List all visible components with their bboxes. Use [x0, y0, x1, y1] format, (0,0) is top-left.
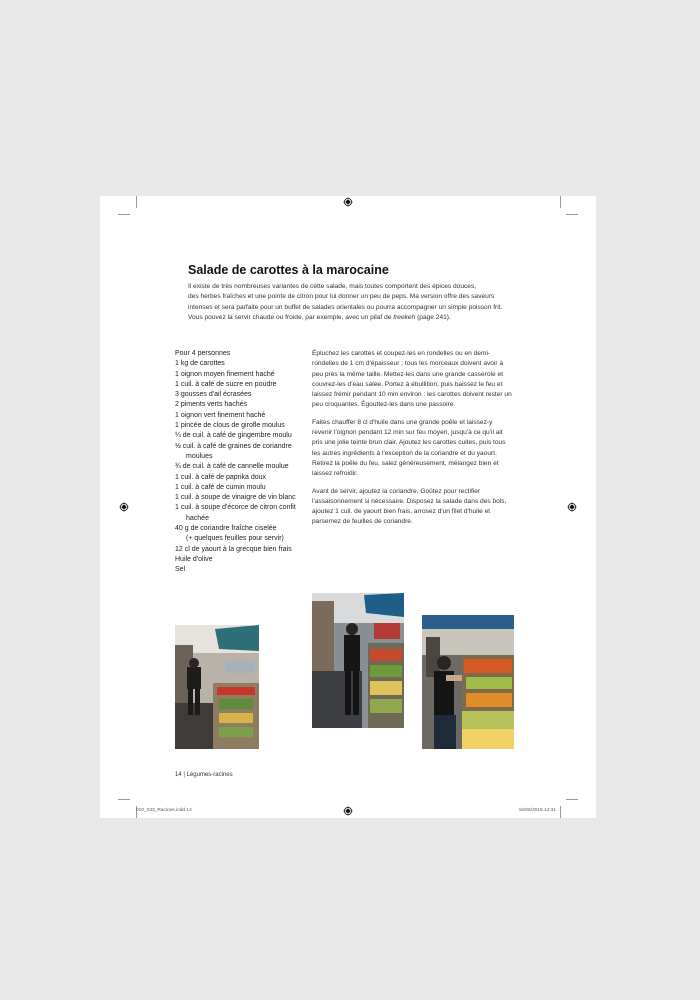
intro-line: Il existe de très nombreuses variantes de cette salade, mais toutes comportent des épices douces,	[188, 283, 477, 290]
ingredient-item: 1 cuil. à soupe de vinaigre de vin blanc	[175, 494, 296, 502]
registration-mark-right	[567, 502, 577, 512]
crop-mark-bottom-right-v	[560, 806, 561, 818]
ingredient-item: 1 cuil. à soupe d'écorce de citron confit	[175, 504, 296, 512]
ingredient-item: 3 gousses d'ail écrasées	[175, 391, 252, 399]
crop-mark-top-right-v	[560, 196, 561, 208]
registration-mark-top	[343, 197, 353, 207]
page-folio	[175, 772, 233, 778]
recipe-method	[312, 349, 512, 535]
folio-separator: |	[181, 772, 187, 778]
crop-mark-top-left-v	[136, 196, 137, 208]
ingredient-item: 1 pincée de clous de girofle moulus	[175, 422, 285, 430]
intro-line: des herbes fraîches et une pointe de citron pour lui donner un peu de peps. Ma version offre des saveurs	[188, 293, 495, 301]
intro-tail: (page 241).	[415, 313, 451, 321]
ingredient-item: 1 oignon moyen finement haché	[175, 370, 275, 378]
intro-line: intenses et sera parfaite pour un buffet de salades orientales ou pourra accompagner un simple poisson frit.	[188, 303, 503, 311]
servings-line: Pour 4 personnes	[175, 350, 231, 357]
ingredient-item: 1 kg de carottes	[175, 360, 225, 368]
book-page	[100, 196, 596, 818]
registration-mark-bottom	[343, 806, 353, 816]
ingredient-item: 1 cuil. à café de paprika doux	[175, 473, 267, 481]
ingredient-item: 2 piments verts hachés	[175, 401, 247, 409]
ingredient-item: 12 cl de yaourt à la grecque bien frais	[175, 545, 292, 553]
ingredient-item: ¼ de cuil. à café de gingembre moulu	[175, 432, 292, 440]
ingredient-item: 1 cuil. à café de cumin moulu	[175, 483, 266, 491]
intro-italic-word: freekeh	[393, 313, 416, 321]
print-slug-date: 16/06/2015 14:31	[518, 808, 556, 813]
market-photo-center	[312, 593, 404, 728]
ingredient-item-continuation: hachée	[186, 514, 209, 522]
method-step: Épluchez les carottes et coupez-les en rondelles ou en demi-rondelles de 1 cm d'épaisseur ; tous les morceaux doivent avoir à peu près la même taille. Mettez-les dans une grande casserole et couvrez-les d'eau salée. Portez à ébullition, puis baissez le feu et laissez frémir pendant 10 min environ : les carottes doivent rester un peu croquantes. Égouttez-les dans une passoire.	[312, 350, 512, 409]
recipe-intro	[188, 282, 518, 323]
ingredient-item: Huile d'olive	[175, 555, 213, 563]
page-number: 14	[175, 772, 182, 778]
crop-mark-top-right-h	[566, 214, 578, 215]
market-photo-right	[422, 615, 514, 749]
ingredient-item: ¾ de cuil. à café de cannelle moulue	[175, 463, 289, 471]
ingredient-item: ½ cuil. à café de graines de coriandre	[175, 442, 292, 450]
crop-mark-bottom-right-h	[566, 799, 578, 800]
ingredient-item: 40 g de coriandre fraîche ciselée	[175, 525, 277, 533]
method-step: Avant de servir, ajoutez la coriandre. Goûtez pour rectifier l'assaisonnement si nécessaire. Disposez la salade dans des bols, ajoutez 1 cuil. de yaourt bien frais, arrosez d'un filet d'huile et parsemez de feuilles de coriandre.	[312, 487, 507, 526]
ingredient-item: Sel	[175, 566, 186, 574]
method-step: Faites chauffer 8 cl d'huile dans une grande poêle et laissez-y revenir l'oignon pendant 12 min sur feu moyen, jusqu'à ce qu'il ait pris une jolie teinte brun clair. Ajoutez les carottes cuites, puis tous les autres ingrédients à l'exception de la coriandre et du yaourt. Retirez la poêle du feu, salez généreusement, mélangez bien et laissez refroidir.	[312, 418, 506, 478]
registration-mark-left	[119, 502, 129, 512]
market-photo-left	[175, 625, 259, 749]
ingredient-list	[175, 349, 300, 576]
ingredient-item-continuation: (+ quelques feuilles pour servir)	[186, 535, 284, 543]
recipe-title: Salade de carottes à la marocaine	[188, 263, 389, 277]
ingredient-item-continuation: moulues	[186, 452, 213, 460]
intro-line: Vous pouvez la servir chaude ou froide, par exemple, avec un pilaf de	[188, 313, 394, 321]
print-slug-file: 010_033_Racines.indd 14	[136, 808, 192, 813]
crop-mark-bottom-left-h	[118, 799, 130, 800]
crop-mark-top-left-h	[118, 214, 130, 215]
ingredient-item: 1 cuil. à café de sucre en poudre	[175, 380, 277, 388]
ingredient-item: 1 oignon vert finement haché	[175, 411, 266, 419]
section-name: Légumes-racines	[186, 772, 233, 778]
